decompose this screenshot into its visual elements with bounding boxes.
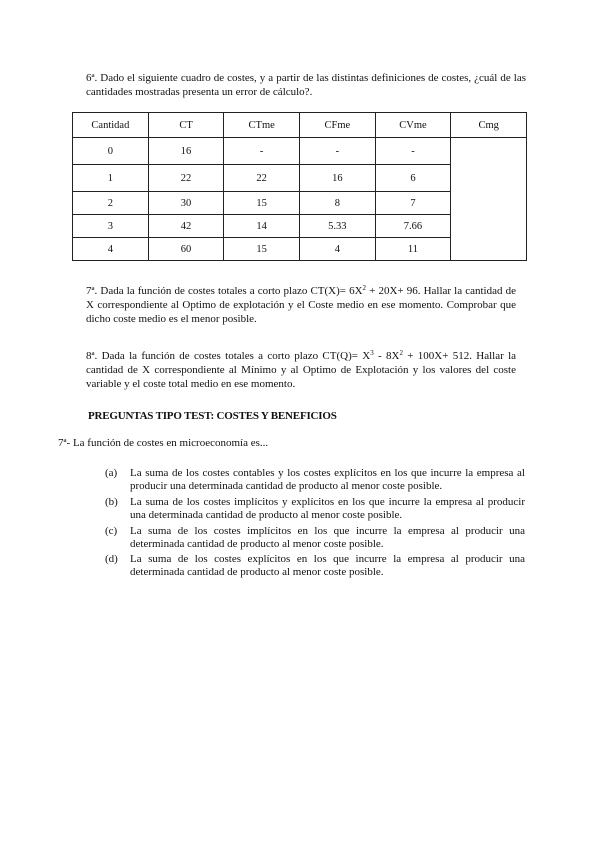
- question-7: [86, 284, 516, 326]
- table-cell: 30: [148, 192, 224, 215]
- header-cvme: CVme: [375, 113, 451, 138]
- option-label: (c): [105, 525, 118, 537]
- table-cell: 8: [300, 192, 376, 215]
- test-question: 7ª- La función de costes en microeconomía es...: [58, 437, 269, 449]
- table-cell: -: [224, 138, 300, 165]
- exponent: 3: [370, 349, 374, 357]
- question-8-text-b: - 8X: [373, 350, 400, 362]
- table-cell: 14: [224, 215, 300, 238]
- cmg-empty-cell: [451, 138, 527, 261]
- table-cell: 4: [73, 238, 149, 261]
- question-6: [86, 71, 526, 99]
- option-text: La suma de los costes implícitos y explícitos en los que incurre la empresa al producir una determinada cantidad de producto al menor coste posible.: [130, 496, 525, 521]
- option-d: [105, 553, 525, 579]
- option-text: La suma de los costes contables y los costes explícitos en los que incurre la empresa al producir una determinada cantidad de producto al menor coste posible.: [130, 467, 525, 492]
- header-cfme: CFme: [300, 113, 376, 138]
- table-cell: 42: [148, 215, 224, 238]
- table-cell: 7: [375, 192, 451, 215]
- table-cell: 15: [224, 238, 300, 261]
- header-cantidad: Cantidad: [73, 113, 149, 138]
- question-7-text-b: + 20X+ 96. Hallar la cantidad de X correspondiente al Optimo de explotación y el Coste medio en ese momento. Comprobar que dicho coste medio es el menor posible.: [86, 285, 516, 325]
- table-cell: 22: [224, 165, 300, 192]
- question-6-text: 6ª. Dado el siguiente cuadro de costes, y a partir de las distintas definiciones de costes, ¿cuál de las cantidades mostradas presenta un error de cálculo?.: [86, 72, 526, 98]
- table-cell: 4: [300, 238, 376, 261]
- table-cell: 5.33: [300, 215, 376, 238]
- question-8-text-a: 8ª. Dada la función de costes totales a corto plazo CT(Q)= X: [86, 350, 371, 362]
- table-cell: 7.66: [375, 215, 451, 238]
- question-8: [86, 349, 516, 391]
- section-title: PREGUNTAS TIPO TEST: COSTES Y BENEFICIOS: [88, 410, 337, 422]
- table-cell: 16: [300, 165, 376, 192]
- table-cell: 0: [73, 138, 149, 165]
- table-cell: 15: [224, 192, 300, 215]
- question-7-text-a: 7ª. Dada la función de costes totales a corto plazo CT(X)= 6X: [86, 285, 363, 297]
- exponent: 2: [399, 349, 403, 357]
- option-a: [105, 467, 525, 493]
- table-row: [73, 138, 527, 165]
- table-cell: 1: [73, 165, 149, 192]
- option-label: (d): [105, 553, 118, 565]
- table-cell: -: [300, 138, 376, 165]
- header-ct: CT: [148, 113, 224, 138]
- costs-table: [72, 112, 527, 261]
- table-cell: 11: [375, 238, 451, 261]
- header-cmg: Cmg: [451, 113, 527, 138]
- table-cell: 22: [148, 165, 224, 192]
- option-label: (b): [105, 496, 118, 508]
- table-cell: 6: [375, 165, 451, 192]
- exponent: 2: [362, 284, 367, 292]
- option-text: La suma de los costes implícitos en los que incurre la empresa al producir una determinada cantidad de producto al menor coste posible.: [130, 525, 525, 550]
- table-cell: 3: [73, 215, 149, 238]
- option-label: (a): [105, 467, 118, 479]
- option-text: La suma de los costes explícitos en los que incurre la empresa al producir una determinada cantidad de producto al menor coste posible.: [130, 553, 525, 578]
- option-c: [105, 525, 525, 551]
- table-cell: -: [375, 138, 451, 165]
- table-cell: 60: [148, 238, 224, 261]
- option-b: [105, 496, 525, 522]
- table-header-row: [73, 113, 527, 138]
- table-cell: 2: [73, 192, 149, 215]
- question-8-text-c: + 100X+ 512. Hallar la cantidad de X correspondiente al Mínimo y al Optimo de Explotación y los valores del coste variable y el coste total medio en ese momento.: [86, 350, 517, 390]
- table-cell: 16: [148, 138, 224, 165]
- header-ctme: CTme: [224, 113, 300, 138]
